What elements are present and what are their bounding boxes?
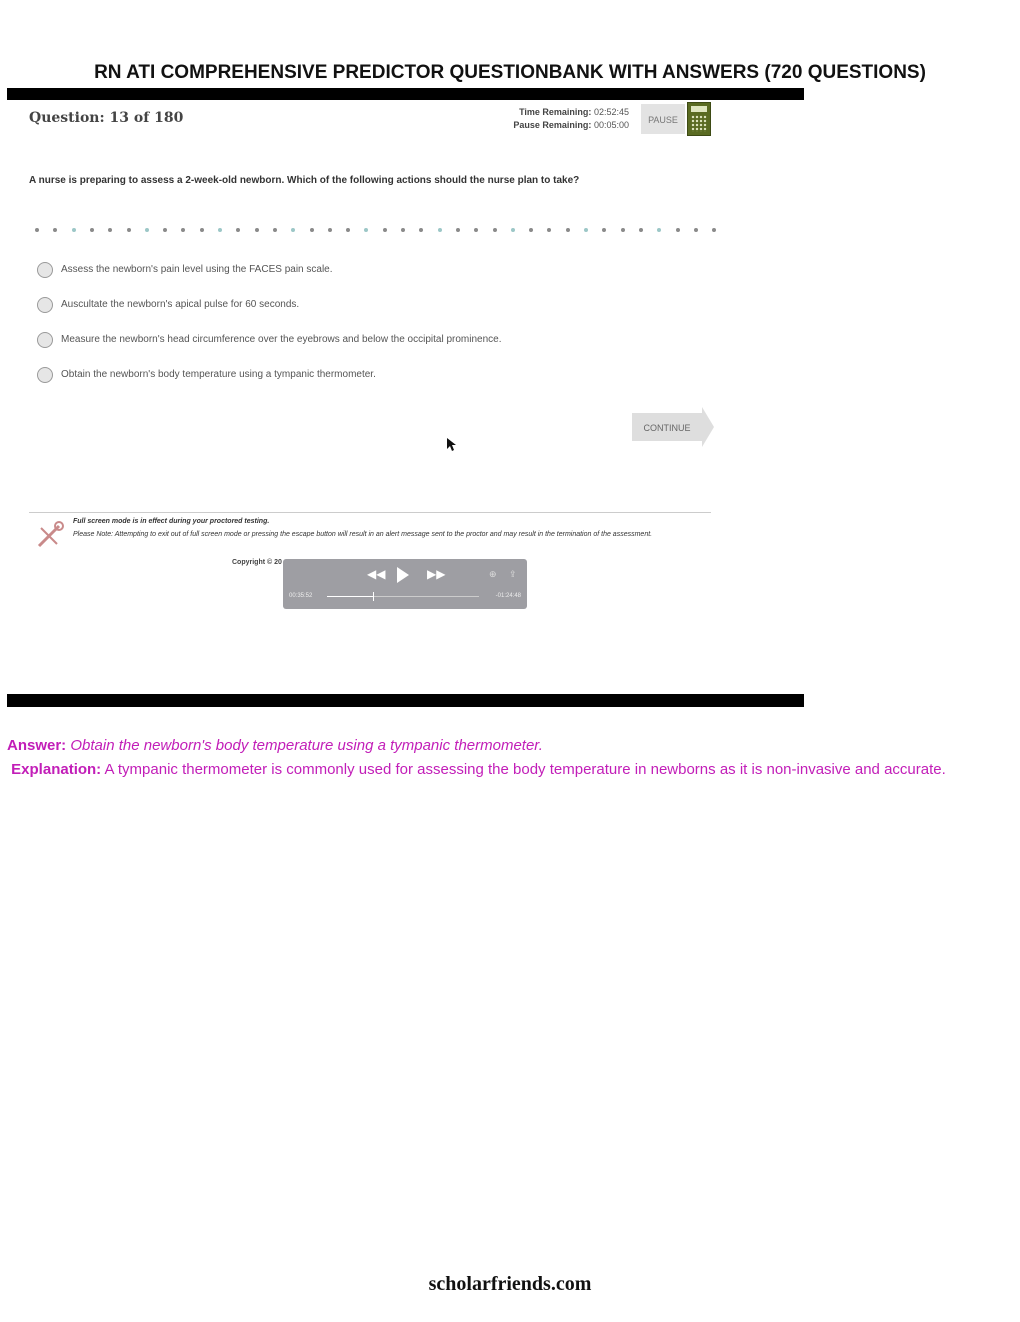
seek-bar[interactable] <box>327 596 479 597</box>
fullscreen-tools-icon <box>35 520 65 550</box>
rewind-icon[interactable]: ◀◀ <box>367 567 386 581</box>
progress-dot <box>493 228 497 232</box>
screenshot-bottom-bar <box>7 694 804 707</box>
progress-dot <box>547 228 551 232</box>
progress-dot <box>53 228 57 232</box>
progress-dot <box>401 228 405 232</box>
radio-button[interactable] <box>37 262 53 278</box>
pause-remaining-value: 00:05:00 <box>593 120 629 130</box>
progress-dot <box>291 228 295 232</box>
timer-panel <box>497 106 629 132</box>
explanation-paragraph <box>7 758 1007 782</box>
progress-dot <box>181 228 185 232</box>
option-label: Auscultate the newborn's apical pulse for 60 seconds. <box>61 299 300 310</box>
progress-dot <box>419 228 423 232</box>
progress-dot <box>676 228 680 232</box>
radio-button[interactable] <box>37 332 53 348</box>
question-text: A nurse is preparing to assess a 2-week-old newborn. Which of the following actions should the nurse plan to take? <box>29 175 580 186</box>
progress-dot <box>273 228 277 232</box>
option-label: Assess the newborn's pain level using the FACES pain scale. <box>61 264 333 275</box>
progress-dot <box>456 228 460 232</box>
progress-dot <box>328 228 332 232</box>
question-progress-dots <box>35 228 715 234</box>
progress-dot <box>127 228 131 232</box>
seek-bar-fill <box>327 596 373 597</box>
progress-dot <box>90 228 94 232</box>
option-label: Obtain the newborn's body temperature using a tympanic thermometer. <box>61 369 376 380</box>
progress-dot <box>346 228 350 232</box>
progress-dot <box>200 228 204 232</box>
document-title: RN ATI COMPREHENSIVE PREDICTOR QUESTIONBANK WITH ANSWERS (720 QUESTIONS) <box>94 62 926 83</box>
fast-forward-icon[interactable]: ▶▶ <box>427 567 446 581</box>
continue-button[interactable]: CONTINUE <box>632 413 702 441</box>
progress-dot <box>145 228 149 232</box>
calculator-icon[interactable] <box>687 102 711 136</box>
airplay-icon[interactable]: ⊕ <box>489 569 497 579</box>
progress-dot <box>529 228 533 232</box>
progress-dot <box>255 228 259 232</box>
progress-dot <box>72 228 76 232</box>
progress-dot <box>602 228 606 232</box>
answer-label: Answer: <box>7 737 67 754</box>
screenshot-top-bar <box>7 88 804 100</box>
progress-dot <box>566 228 570 232</box>
answer-text: Obtain the newborn's body temperature using a tympanic thermometer. <box>70 737 543 754</box>
progress-dot <box>236 228 240 232</box>
fullscreen-notice: Full screen mode is in effect during your proctored testing. <box>73 518 270 525</box>
progress-dot <box>712 228 716 232</box>
play-icon[interactable] <box>397 567 409 583</box>
pause-remaining-label: Pause Remaining: <box>513 120 592 130</box>
remaining-time: -01:24:48 <box>495 593 521 599</box>
continue-arrow-icon[interactable] <box>702 407 714 447</box>
explanation-text: A tympanic thermometer is commonly used for assessing the body temperature in newborns as it is non-invasive and accurate. <box>104 761 946 778</box>
elapsed-time: 00:35:52 <box>289 593 313 599</box>
progress-dot <box>108 228 112 232</box>
calculator-screen <box>691 106 707 112</box>
progress-dot <box>35 228 39 232</box>
seek-thumb[interactable] <box>373 592 374 601</box>
progress-dot <box>218 228 222 232</box>
progress-dot <box>310 228 314 232</box>
question-counter: Question: 13 of 180 <box>29 110 184 126</box>
divider <box>29 512 711 513</box>
mouse-cursor-icon <box>447 438 457 452</box>
calculator-keys <box>691 115 707 132</box>
time-remaining-label: Time Remaining: <box>519 107 592 117</box>
progress-dot <box>163 228 167 232</box>
pause-button[interactable]: PAUSE <box>641 104 685 134</box>
progress-dot <box>438 228 442 232</box>
site-footer: scholarfriends.com <box>428 1273 592 1295</box>
explanation-label: Explanation: <box>11 761 102 778</box>
progress-dot <box>584 228 588 232</box>
progress-dot <box>657 228 661 232</box>
copyright-text: Copyright © 20 <box>232 559 282 566</box>
progress-dot <box>639 228 643 232</box>
answer-line <box>7 734 543 758</box>
escape-warning: Please Note: Attempting to exit out of full screen mode or pressing the escape button will result in an alert message sent to the proctor and may result in the termination of the assessment. <box>73 531 653 538</box>
progress-dot <box>364 228 368 232</box>
video-player-controls <box>283 559 527 609</box>
progress-dot <box>474 228 478 232</box>
exam-screenshot <box>7 88 804 708</box>
option-label: Measure the newborn's head circumference over the eyebrows and below the occipital prominence. <box>61 334 502 345</box>
share-icon[interactable]: ⇪ <box>509 569 517 579</box>
progress-dot <box>621 228 625 232</box>
radio-button[interactable] <box>37 297 53 313</box>
radio-button[interactable] <box>37 367 53 383</box>
time-remaining-value: 02:52:45 <box>593 107 629 117</box>
progress-dot <box>511 228 515 232</box>
progress-dot <box>383 228 387 232</box>
progress-dot <box>694 228 698 232</box>
